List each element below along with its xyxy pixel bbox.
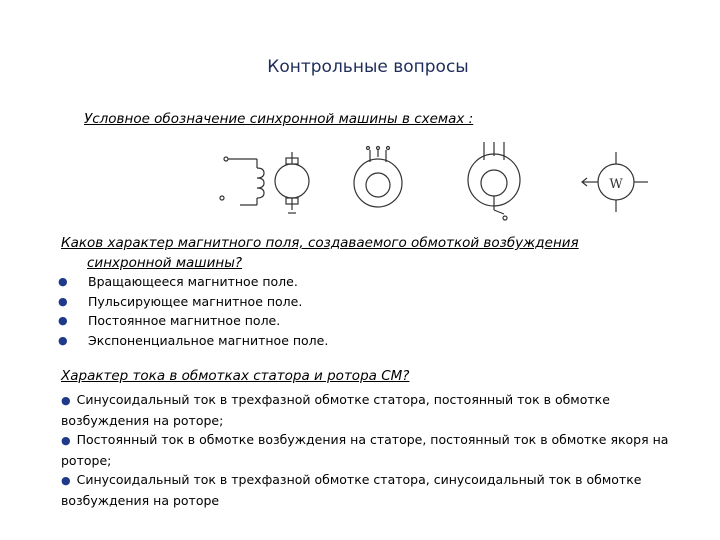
answer-item: ● Постоянный ток в обмотке возбуждения на статоре, постоянный ток в обмотке якоря на роторе; (61, 432, 669, 468)
option-item: ● Постоянное магнитное поле. (58, 311, 328, 331)
bullet-icon: ● (58, 294, 68, 308)
answer-item: ● Синусоидальный ток в трехфазной обмотке статора, синусоидальный ток в обмотке возбуждения на роторе (61, 472, 642, 508)
option-item: ● Экспоненциальное магнитное поле. (58, 331, 328, 351)
page-title: Контрольные вопросы (267, 57, 469, 77)
section-subtitle: Условное обозначение синхронной машины в схемах : (84, 111, 474, 127)
answers-list (61, 390, 691, 510)
machine-symbol-4 (582, 152, 648, 212)
bullet-icon: ● (61, 434, 71, 447)
bullet-icon: ● (58, 275, 68, 288)
question-2: Характер тока в обмотках статора и ротора СМ? (61, 368, 410, 384)
machine-symbol-3 (468, 142, 520, 220)
bullet-icon: ● (58, 314, 68, 327)
bullet-icon: ● (61, 394, 71, 407)
bullet-icon: ● (61, 474, 71, 487)
symbol-w-label: W (609, 177, 623, 192)
answer-options (58, 272, 328, 350)
answer-item: ● Синусоидальный ток в трехфазной обмотке статора, постоянный ток в обмотке возбуждения на роторе; (61, 392, 610, 428)
question-1-line-2: синхронной машины? (87, 255, 243, 271)
question-1 (61, 233, 681, 273)
machine-symbol-1 (220, 152, 309, 213)
machine-symbol-2 (354, 147, 402, 208)
option-item: ● Пульсирующее магнитное поле. (58, 292, 328, 312)
question-1-line-1: Каков характер магнитного поля, создаваемого обмоткой возбуждения (61, 235, 579, 251)
bullet-icon: ● (58, 333, 68, 347)
option-item: ● Вращающееся магнитное поле. (58, 272, 328, 292)
